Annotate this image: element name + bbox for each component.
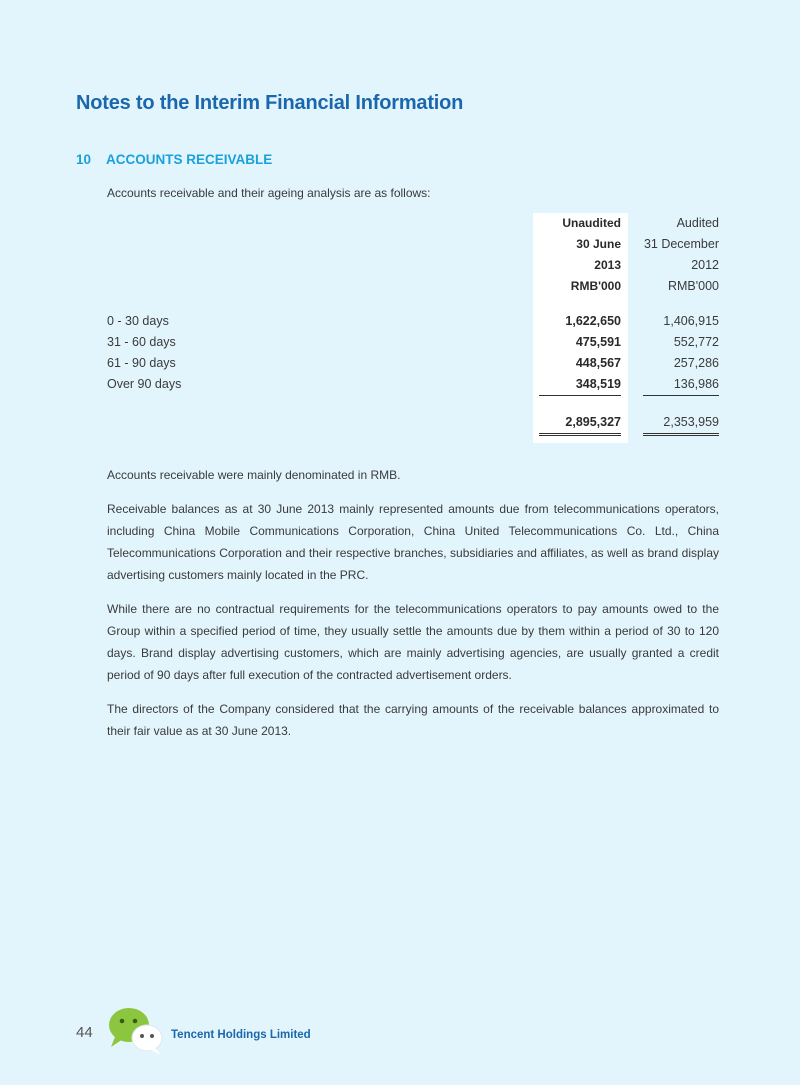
section-number: 10 — [76, 152, 92, 167]
header-row — [107, 234, 719, 255]
paragraph: Receivable balances as at 30 June 2013 mainly represented amounts due from telecommunications operators, including China Mobile Communications Corporation, China United Telecommunications Co. Ltd., China Telecommunications Corporation and their respective branches, subsidiaries and affiliates, as well as brand display advertising customers mainly located in the PRC. — [107, 502, 719, 582]
table-row — [107, 332, 719, 353]
value-2013: 348,519 — [575, 377, 621, 391]
company-name: Tencent Holdings Limited — [171, 1029, 311, 1041]
header-row — [107, 255, 719, 276]
value-2012: 552,772 — [673, 335, 719, 349]
total-2012: 2,353,959 — [663, 415, 719, 429]
header-cell: 2012 — [691, 258, 719, 272]
body-text — [107, 464, 719, 754]
table-row — [107, 353, 719, 374]
page-title: Notes to the Interim Financial Information — [76, 92, 464, 114]
total-double-rule — [107, 433, 719, 439]
value-2013: 448,567 — [575, 356, 621, 370]
header-row — [107, 276, 719, 297]
row-label: 31 - 60 days — [107, 335, 176, 349]
ageing-table — [107, 213, 719, 439]
header-row — [107, 213, 719, 234]
value-2012: 136,986 — [673, 377, 719, 391]
header-cell: RMB'000 — [570, 279, 621, 293]
value-2013: 475,591 — [575, 335, 621, 349]
section-heading — [76, 152, 272, 167]
total-row — [107, 411, 719, 433]
table-row — [107, 311, 719, 332]
header-cell: RMB'000 — [667, 279, 719, 293]
table-row — [107, 374, 719, 395]
header-cell: 2013 — [594, 258, 621, 272]
intro-text: Accounts receivable and their ageing analysis are as follows: — [107, 186, 431, 200]
row-label: 61 - 90 days — [107, 356, 176, 370]
paragraph: The directors of the Company considered that the carrying amounts of the receivable balances approximated to their fair value as at 30 June 2013. — [107, 702, 719, 738]
page-number: 44 — [76, 1024, 93, 1041]
header-cell: 30 June — [576, 237, 621, 251]
header-cell: Audited — [676, 216, 719, 230]
paragraph: Accounts receivable were mainly denominated in RMB. — [107, 468, 401, 482]
row-label: 0 - 30 days — [107, 314, 169, 328]
header-cell: Unaudited — [562, 216, 621, 230]
value-2013: 1,622,650 — [565, 314, 621, 328]
paragraph: While there are no contractual requirements for the telecommunications operators to pay amounts owed to the Group within a specified period of time, they usually settle the amounts due by them within a period of 30 to 120 days. Brand display advertising customers, which are mainly advertising agencies, are usually granted a credit period of 90 days after full execution of the contracted advertisement orders. — [107, 602, 719, 682]
header-cell: 31 December — [643, 237, 719, 251]
total-2013: 2,895,327 — [565, 415, 621, 429]
row-label: Over 90 days — [107, 377, 182, 391]
value-2012: 1,406,915 — [663, 314, 719, 328]
wechat-bubbles-icon — [107, 1005, 167, 1057]
section-title: ACCOUNTS RECEIVABLE — [106, 152, 273, 167]
value-2012: 257,286 — [673, 356, 719, 370]
